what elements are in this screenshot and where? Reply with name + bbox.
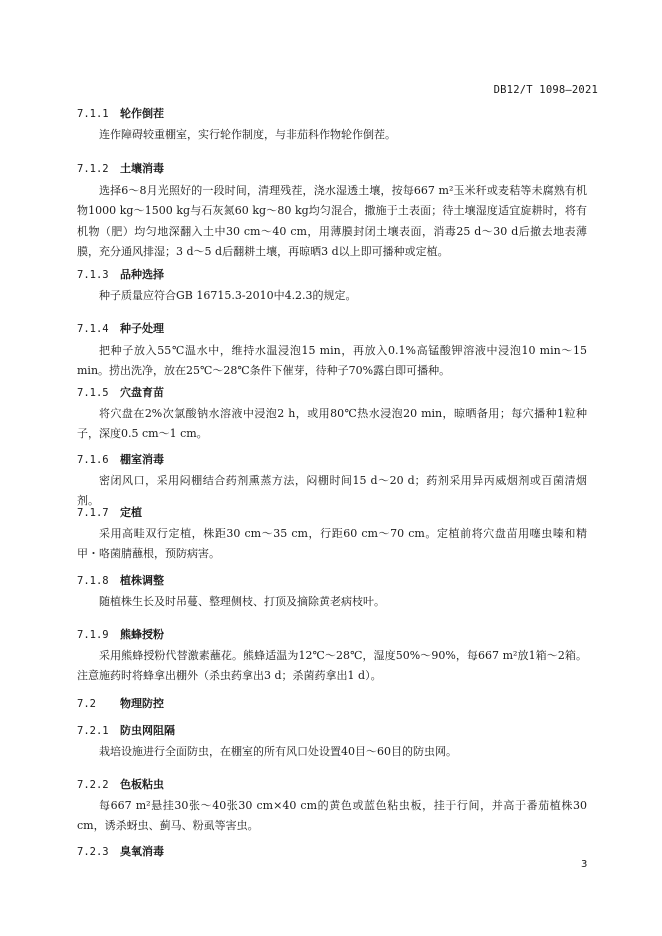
section-body-7-1-6 (77, 471, 587, 512)
paragraph: 采用高畦双行定植，株距30 cm～35 cm，行距60 cm～70 cm。定植前将穴盘苗用噻虫嗪和精甲・咯菌腈蘸根，预防病害。 (77, 527, 587, 561)
section-heading-7-2-2 (77, 776, 164, 792)
section-number: 7.2.2 (77, 779, 109, 791)
section-heading-7-2-1 (77, 722, 175, 738)
section-body-7-1-7 (77, 524, 587, 565)
section-number: 7.1.9 (77, 629, 109, 641)
page-number: 3 (581, 859, 588, 870)
section-number: 7.2.3 (77, 846, 109, 858)
section-heading-7-1-3 (77, 266, 164, 282)
section-heading-7-1-7 (77, 504, 142, 520)
section-title: 色板粘虫 (120, 778, 164, 791)
section-title: 种子处理 (120, 322, 164, 335)
section-title: 定植 (120, 506, 142, 519)
paragraph: 密闭风口，采用闷棚结合药剂熏蒸方法，闷棚时间15 d～20 d；药剂采用异丙威烟剂或百菌清烟剂。 (77, 474, 587, 508)
section-heading-7-1-5 (77, 384, 164, 400)
section-body-7-2-1 (77, 742, 587, 762)
section-title: 物理防控 (120, 697, 164, 710)
section-number: 7.1.6 (77, 454, 109, 466)
section-heading-7-2-3 (77, 843, 164, 859)
section-heading-7-1-4 (77, 320, 164, 336)
section-number: 7.1.5 (77, 387, 109, 399)
paragraph: 种子质量应符合GB 16715.3-2010中4.2.3的规定。 (99, 289, 357, 302)
section-body-7-2-2 (77, 796, 587, 837)
section-heading-7-1-8 (77, 572, 164, 588)
section-title: 穴盘育苗 (120, 386, 164, 399)
section-number: 7.1.4 (77, 323, 109, 335)
section-heading-7-1-2 (77, 160, 164, 176)
section-number: 7.1.3 (77, 269, 109, 281)
section-number: 7.1.8 (77, 575, 109, 587)
section-title: 轮作倒茬 (120, 107, 164, 120)
section-title: 臭氧消毒 (120, 845, 164, 858)
section-body-7-1-4 (77, 341, 587, 382)
section-number: 7.1.2 (77, 163, 109, 175)
paragraph: 采用熊蜂授粉代替激素蘸花。熊蜂适温为12℃～28℃，湿度50%～90%，每667 m²放1箱～2箱。注意施药时将蜂拿出棚外（杀虫药拿出3 d；杀菌药拿出1 d）。 (77, 649, 587, 683)
paragraph: 选择6～8月光照好的一段时间，清理残茬，浇水湿透土壤，按每667 m²玉米秆或麦秸等未腐熟有机物1000 kg～1500 kg与石灰氮60 kg～80 kg均匀混合，撒施于土表面；待土壤湿度适宜旋耕时，将有机物（肥）均匀地深翻入土中30 cm～40 cm，用薄膜封闭土壤表面，消毒25 d～30 d后撤去地表薄膜，充分通风排湿；3 d～5 d后翻耕土壤，再晾晒3 d以上即可播种或定植。 (77, 184, 587, 258)
section-body-7-1-5 (77, 404, 587, 445)
section-number: 7.2 (77, 698, 96, 710)
section-title: 品种选择 (120, 268, 164, 281)
section-body-7-1-2 (77, 181, 587, 262)
section-number: 7.2.1 (77, 725, 109, 737)
section-title: 植株调整 (120, 574, 164, 587)
section-heading-7-2 (77, 695, 164, 711)
section-title: 防虫网阻隔 (120, 724, 175, 737)
paragraph: 栽培设施进行全面防虫，在棚室的所有风口处设置40目～60目的防虫网。 (99, 745, 457, 758)
section-body-7-1-1 (77, 125, 587, 145)
paragraph: 每667 m²悬挂30张～40张30 cm×40 cm的黄色或蓝色粘虫板，挂于行间，并高于番茄植株30 cm，诱杀蚜虫、蓟马、粉虱等害虫。 (77, 799, 587, 833)
section-heading-7-1-1 (77, 105, 164, 121)
paragraph: 连作障碍较重棚室，实行轮作制度，与非茄科作物轮作倒茬。 (99, 128, 396, 141)
paragraph: 将穴盘在2%次氯酸钠水溶液中浸泡2 h，或用80℃热水浸泡20 min，晾晒备用；每穴播种1粒种子，深度0.5 cm～1 cm。 (77, 407, 587, 441)
section-heading-7-1-6 (77, 451, 164, 467)
section-number: 7.1.1 (77, 108, 109, 120)
paragraph: 随植株生长及时吊蔓、整理侧枝、打顶及摘除黄老病枝叶。 (99, 595, 385, 608)
section-body-7-1-9 (77, 646, 587, 687)
document-id: DB12/T 1098—2021 (493, 84, 598, 96)
section-heading-7-1-9 (77, 626, 164, 642)
section-title: 熊蜂授粉 (120, 628, 164, 641)
section-title: 棚室消毒 (120, 453, 164, 466)
section-number: 7.1.7 (77, 507, 109, 519)
section-body-7-1-8 (77, 592, 587, 612)
paragraph: 把种子放入55℃温水中，维持水温浸泡15 min，再放入0.1%高锰酸钾溶液中浸泡10 min～15 min。捞出洗净，放在25℃～28℃条件下催芽，待种子70%露白即可播种。 (77, 344, 587, 378)
section-title: 土壤消毒 (120, 162, 164, 175)
section-body-7-1-3 (77, 286, 587, 306)
